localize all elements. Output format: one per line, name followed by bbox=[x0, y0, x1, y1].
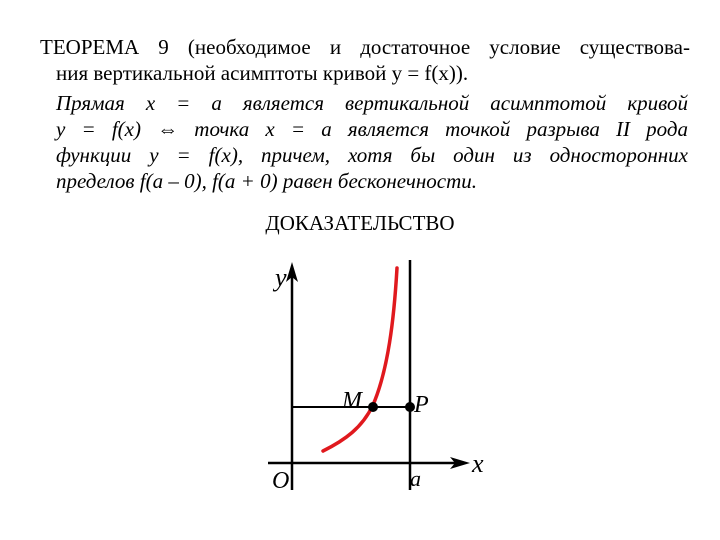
statement-line-1: Прямая x = a является вертикальной асимптотой кривой bbox=[56, 91, 688, 115]
point-m-label: M bbox=[342, 388, 362, 414]
theorem-title-line-1: ТЕОРЕМА 9 (необходимое и достаточное условие существова- bbox=[40, 35, 690, 59]
statement-line-3: функции y = f(x), причем, хотя бы один из односторонних bbox=[56, 143, 688, 167]
statement-line-4: пределов f(a – 0), f(a + 0) равен бесконечности. bbox=[56, 169, 478, 193]
point-m bbox=[368, 402, 378, 412]
point-p-label: P bbox=[414, 392, 429, 418]
statement-line-2: y = f(x) ⇔ точка x = a является точкой разрыва II рода bbox=[56, 117, 688, 141]
y-axis-label: y bbox=[275, 263, 287, 292]
curve bbox=[323, 268, 397, 451]
a-label: a bbox=[410, 466, 421, 491]
x-axis-label: x bbox=[472, 449, 484, 478]
origin-label: O bbox=[272, 468, 290, 494]
proof-heading: ДОКАЗАТЕЛЬСТВО bbox=[265, 211, 455, 235]
theorem-title-line-2: ния вертикальной асимптоты кривой y = f(x)). bbox=[56, 61, 469, 85]
